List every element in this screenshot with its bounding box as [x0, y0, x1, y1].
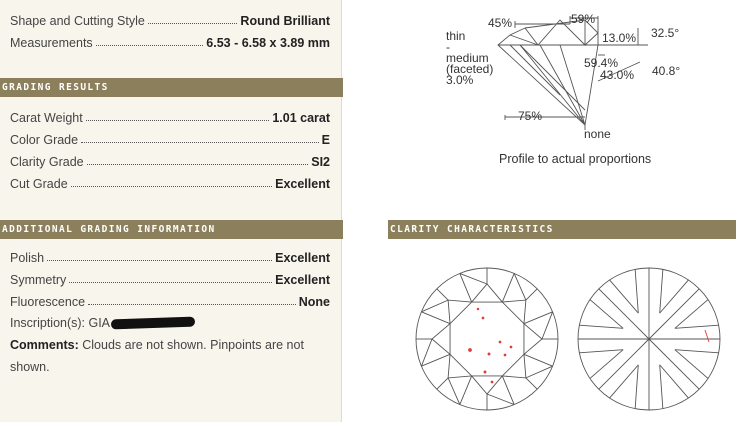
inscription-line — [10, 316, 195, 330]
measurements-row — [10, 32, 330, 50]
leader-dots — [88, 304, 296, 305]
lower-girdle-facet — [675, 350, 719, 353]
leader-dots — [81, 142, 319, 143]
lower-half-label: 75% — [518, 109, 543, 123]
upper-girdle-facet — [437, 289, 448, 300]
leader-dots — [69, 282, 272, 283]
lower-girdle-facet — [675, 300, 708, 329]
lower-girdle-facet — [635, 365, 638, 409]
comments-line — [10, 338, 304, 352]
grading-results-header: GRADING RESULTS — [0, 78, 345, 97]
shape-row — [10, 10, 330, 28]
girdle-label-1: thin — [446, 29, 466, 43]
crown-height-label: 13.0% — [602, 31, 637, 45]
symmetry-label: Symmetry — [10, 273, 67, 287]
girdle-label-2: - — [446, 40, 450, 54]
comments-line-2: shown. — [10, 360, 50, 374]
inclusion-mark — [469, 349, 472, 352]
inclusion-mark — [510, 346, 512, 348]
kite-edge — [524, 354, 553, 366]
inclusion-mark — [499, 341, 501, 343]
pavilion-depth-label: 43.0% — [600, 68, 635, 82]
color-label: Color Grade — [10, 133, 79, 147]
lower-girdle-facet — [635, 269, 638, 313]
polish-row — [10, 247, 330, 265]
star-facet — [432, 324, 450, 355]
table-pct-label: 59% — [571, 12, 596, 26]
inclusion-mark — [482, 317, 484, 319]
lower-girdle-facet — [610, 365, 639, 398]
fluorescence-label: Fluorescence — [10, 295, 86, 309]
star-facet — [472, 284, 503, 302]
girdle-label-4: (faceted) — [446, 62, 494, 76]
proportion-diagram — [430, 8, 690, 143]
clarity-label: Clarity Grade — [10, 155, 84, 169]
cut-value: Excellent — [275, 177, 330, 191]
upper-girdle-facet — [526, 378, 537, 389]
grading-report-panel — [0, 0, 342, 422]
star-facet — [502, 354, 526, 378]
leader-dots — [86, 120, 270, 121]
kite-edge — [460, 376, 472, 405]
inclusion-marks — [469, 308, 709, 383]
lower-girdle-facet — [660, 365, 663, 409]
leader-dots — [47, 260, 272, 261]
kite-edge — [502, 273, 514, 302]
pavilion-view-diagram — [578, 268, 720, 410]
clarity-characteristics-header: CLARITY CHARACTERISTICS — [388, 220, 736, 239]
leader-dots — [96, 45, 204, 46]
additional-info-header: ADDITIONAL GRADING INFORMATION — [0, 220, 345, 239]
upper-girdle-facet — [421, 300, 448, 312]
clarity-row — [10, 151, 330, 169]
cut-label: Cut Grade — [10, 177, 68, 191]
crown-view-diagram — [416, 268, 558, 410]
lower-girdle-facet — [660, 280, 689, 313]
lower-girdle-facet — [579, 325, 623, 328]
upper-girdle-facet — [514, 273, 526, 300]
lower-girdle-facet — [579, 350, 623, 353]
comments-label: Comments: — [10, 338, 79, 352]
clarity-value: SI2 — [311, 155, 330, 169]
lower-girdle-facet — [660, 365, 689, 398]
measurements-value: 6.53 - 6.58 x 3.89 mm — [206, 36, 330, 50]
crown-angle-pct-label: 45% — [488, 16, 513, 30]
lower-girdle-facet — [610, 280, 639, 313]
star-facet — [502, 300, 526, 324]
upper-girdle-facet — [526, 289, 537, 300]
lower-girdle-facet — [590, 300, 623, 329]
inclusion-mark — [484, 371, 486, 373]
depth-label: 59.4% — [584, 56, 619, 70]
lower-girdle-facet — [590, 350, 623, 379]
leader-dots — [71, 186, 272, 187]
cut-row — [10, 173, 330, 191]
color-row — [10, 129, 330, 147]
star-facet — [524, 324, 542, 355]
carat-value: 1.01 carat — [272, 111, 330, 125]
star-facet — [472, 376, 503, 394]
table-facet — [450, 302, 524, 376]
redaction-mark — [111, 317, 195, 330]
inscription-label: Inscription(s): GIA — [10, 316, 111, 330]
girdle-label-5: 3.0% — [446, 73, 474, 87]
polish-value: Excellent — [275, 251, 330, 265]
lower-girdle-facet — [675, 325, 719, 328]
inclusion-mark — [705, 330, 709, 342]
culet-label: none — [584, 127, 611, 141]
comments-text: Clouds are not shown. Pinpoints are not — [82, 338, 304, 352]
inclusion-mark — [491, 381, 493, 383]
symmetry-row — [10, 269, 330, 287]
fluorescence-value: None — [298, 295, 330, 309]
measurements-label: Measurements — [10, 36, 93, 50]
kite-edge — [421, 312, 450, 324]
upper-girdle-facet — [448, 378, 460, 405]
star-facet — [448, 300, 472, 324]
profile-caption: Profile to actual proportions — [499, 152, 652, 166]
shape-label: Shape and Cutting Style — [10, 14, 145, 28]
girdle-label-3: medium — [446, 51, 489, 65]
polish-label: Polish — [10, 251, 45, 265]
inclusion-mark — [504, 354, 506, 356]
lower-girdle-facet — [675, 350, 708, 379]
crown-angle-label: 32.5° — [651, 26, 680, 40]
leader-dots — [87, 164, 309, 165]
inclusion-mark — [488, 353, 490, 355]
pavilion-angle-label: 40.8° — [652, 64, 681, 78]
leader-dots — [148, 23, 238, 24]
clarity-plot — [405, 262, 735, 412]
carat-row — [10, 107, 330, 125]
color-value: E — [321, 133, 330, 147]
star-facet — [448, 354, 472, 378]
upper-girdle-facet — [526, 366, 553, 378]
lower-girdle-facet — [660, 269, 663, 313]
carat-label: Carat Weight — [10, 111, 83, 125]
upper-girdle-facet — [437, 378, 448, 389]
inclusion-mark — [477, 308, 479, 310]
symmetry-value: Excellent — [275, 273, 330, 287]
fluorescence-row — [10, 291, 330, 309]
shape-value: Round Brilliant — [240, 14, 330, 28]
